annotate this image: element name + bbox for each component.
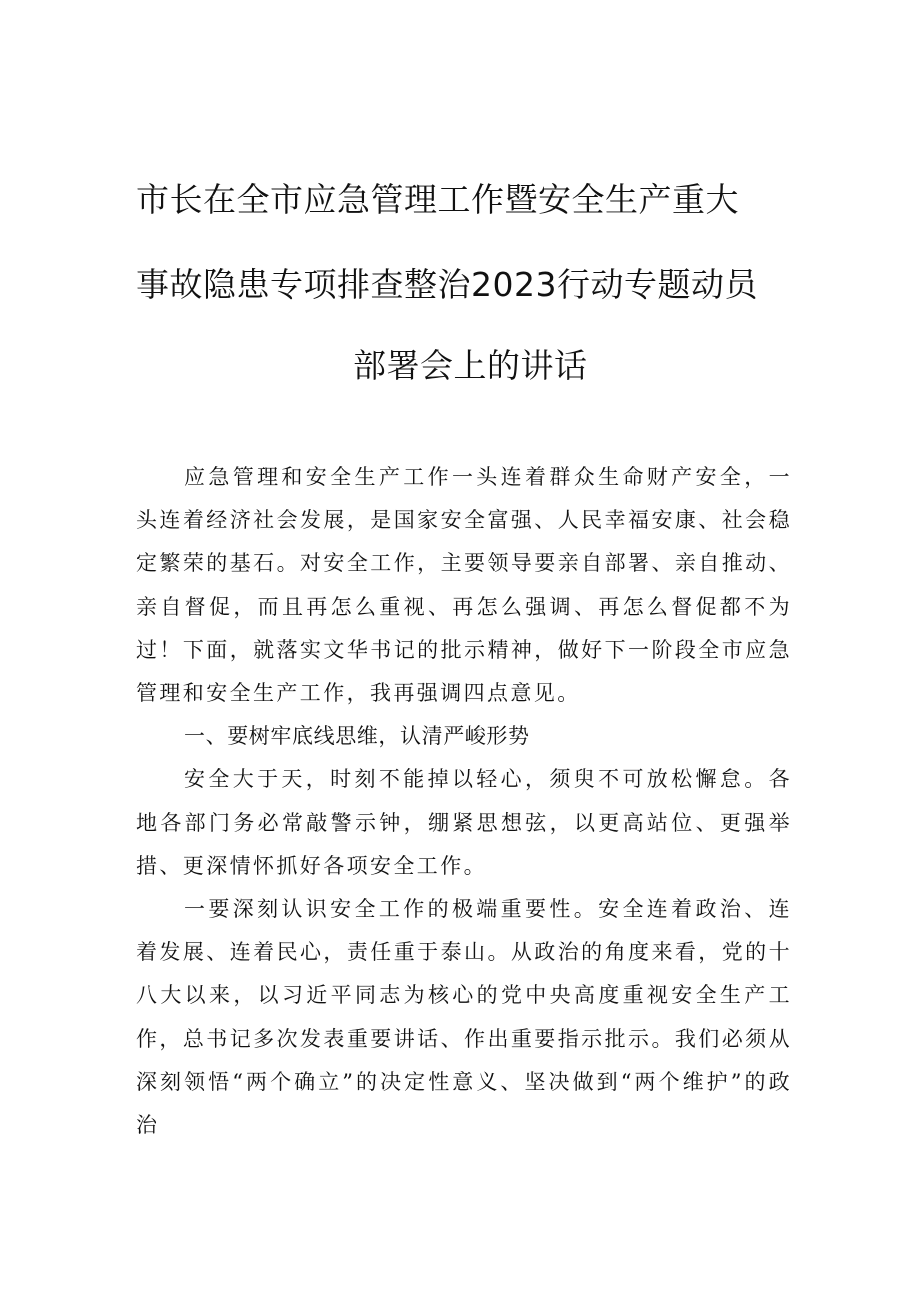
intro-paragraph: 应急管理和安全生产工作一头连着群众生命财产安全，一头连着经济社会发展，是国家安全富强、人民幸福安康、社会稳定繁荣的基石。对安全工作，主要领导要亲自部署、亲自推动、亲自督促，而且再怎么重视、再怎么强调、再怎么督促都不为过！下面，就落实文华书记的批示精神，做好下一阶段全市应急管理和安全生产工作，我再强调四点意见。 [136,465,792,706]
document-title-line-2: 事故隐患专项排查整治2023行动专题动员 [136,265,758,304]
document-title-line-1: 市长在全市应急管理工作暨安全生产重大 [136,180,739,219]
section-heading-1: 一、要树牢底线思维，认清严峻形势 [184,724,530,749]
document-body [136,456,792,1147]
document-title-line-3: 部署会上的讲话 [353,346,588,385]
section-1-paragraph-1: 安全大于天，时刻不能掉以轻心，须臾不可放松懈怠。各地各部门务必常敲警示钟，绷紧思想弦，以更高站位、更强举措、更深情怀抓好各项安全工作。 [136,767,792,878]
section-1-paragraph-2: 一要深刻认识安全工作的极端重要性。安全连着政治、连着发展、连着民心，责任重于泰山。从政治的角度来看，党的十八大以来，以习近平同志为核心的党中央高度重视安全生产工作，总书记多次发表重要讲话、作出重要指示批示。我们必须从深刻领悟“两个确立”的决定性意义、坚决做到“两个维护”的政治 [136,897,792,1138]
